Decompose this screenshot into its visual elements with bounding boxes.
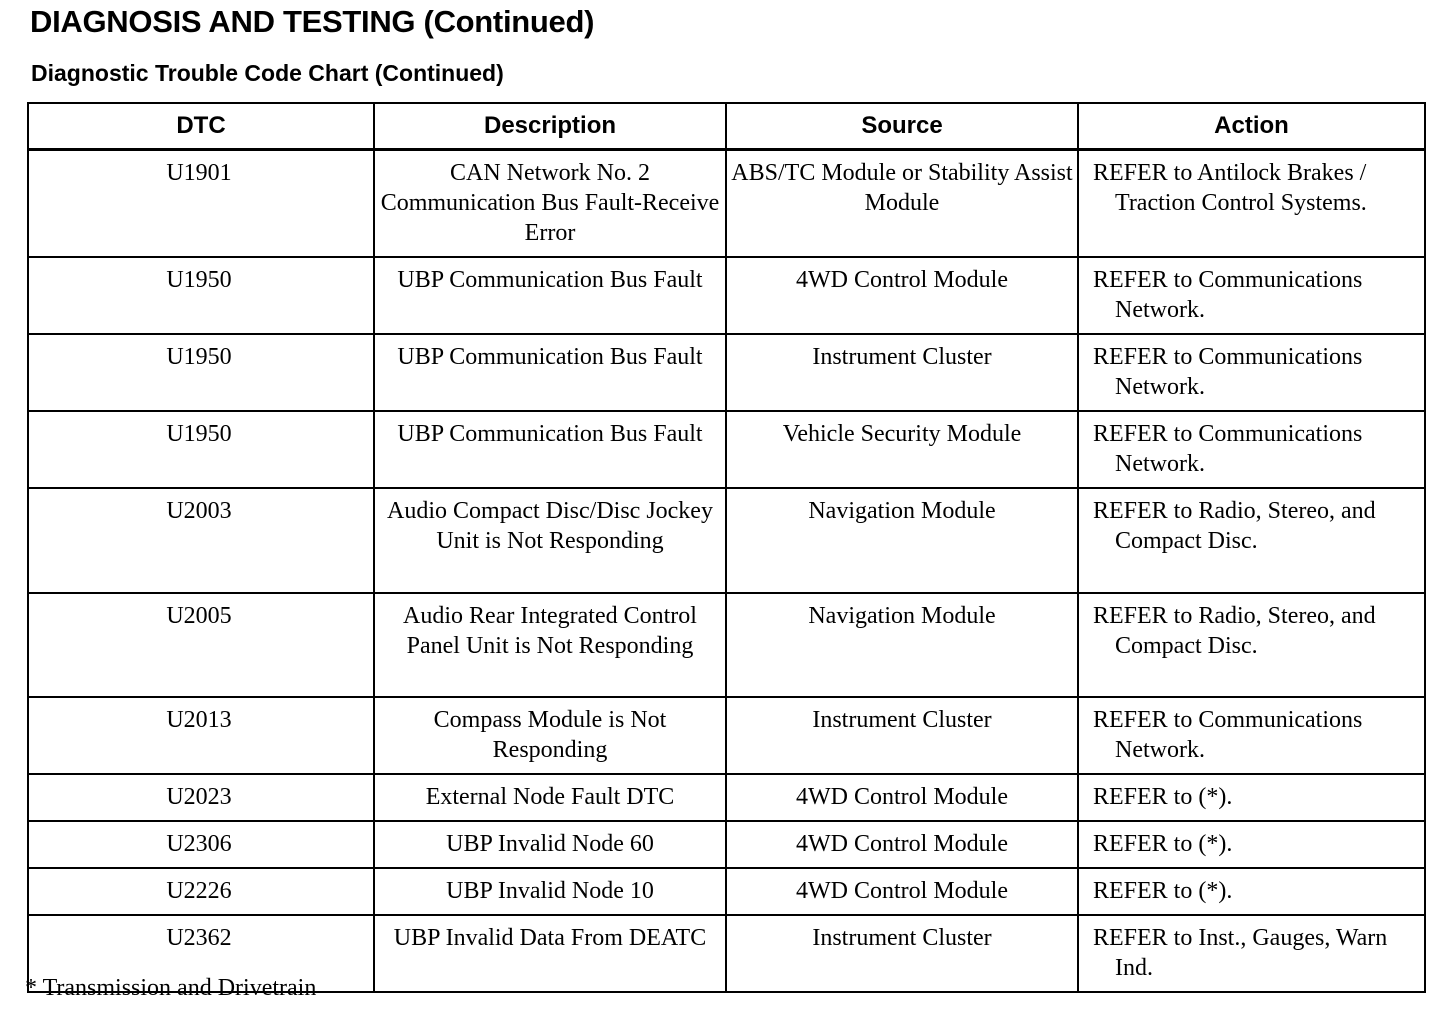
dtc-action	[1078, 915, 1425, 992]
dtc-action-text: REFER to Inst., Gauges, Warn Ind.	[1093, 925, 1388, 981]
dtc-description: UBP Communication Bus Fault	[374, 257, 726, 334]
dtc-description: UBP Communication Bus Fault	[374, 411, 726, 488]
dtc-description: Audio Compact Disc/Disc Jockey Unit is Not Responding	[374, 488, 726, 593]
table-row	[28, 593, 1425, 697]
dtc-action	[1078, 411, 1425, 488]
dtc-action-text: REFER to (*).	[1093, 784, 1233, 810]
dtc-source: Instrument Cluster	[726, 697, 1078, 774]
dtc-table	[27, 102, 1426, 993]
dtc-code: U1950	[28, 257, 374, 334]
dtc-source: Instrument Cluster	[726, 915, 1078, 992]
table-row	[28, 697, 1425, 774]
dtc-code: U1901	[28, 150, 374, 258]
dtc-description: UBP Invalid Node 60	[374, 821, 726, 868]
dtc-source: Vehicle Security Module	[726, 411, 1078, 488]
dtc-source: 4WD Control Module	[726, 257, 1078, 334]
column-header-action: Action	[1078, 103, 1425, 150]
table-row	[28, 774, 1425, 821]
dtc-description: UBP Communication Bus Fault	[374, 334, 726, 411]
table-header-row	[28, 103, 1425, 150]
dtc-source: ABS/TC Module or Stability Assist Module	[726, 150, 1078, 258]
dtc-code: U2226	[28, 868, 374, 915]
dtc-action-text: REFER to Communications Network.	[1093, 267, 1363, 323]
dtc-code: U2013	[28, 697, 374, 774]
dtc-code: U1950	[28, 411, 374, 488]
dtc-action-text: REFER to Antilock Brakes / Traction Control Systems.	[1093, 160, 1367, 216]
column-header-description: Description	[374, 103, 726, 150]
dtc-source: 4WD Control Module	[726, 868, 1078, 915]
dtc-action-text: REFER to Communications Network.	[1093, 344, 1363, 400]
dtc-action-text: REFER to (*).	[1093, 831, 1233, 857]
dtc-code: U2023	[28, 774, 374, 821]
chart-subtitle: Diagnostic Trouble Code Chart (Continued)	[31, 60, 504, 86]
dtc-action	[1078, 821, 1425, 868]
dtc-source: 4WD Control Module	[726, 774, 1078, 821]
dtc-code: U2005	[28, 593, 374, 697]
dtc-code: U2362	[28, 915, 374, 992]
table-row	[28, 488, 1425, 593]
dtc-action	[1078, 150, 1425, 258]
dtc-description: CAN Network No. 2 Communication Bus Fault-Receive Error	[374, 150, 726, 258]
dtc-source: Navigation Module	[726, 488, 1078, 593]
footnote: * Transmission and Drivetrain	[25, 975, 317, 1001]
column-header-dtc: DTC	[28, 103, 374, 150]
column-header-source: Source	[726, 103, 1078, 150]
table-row	[28, 334, 1425, 411]
dtc-description: UBP Invalid Data From DEATC	[374, 915, 726, 992]
table-row	[28, 821, 1425, 868]
dtc-action-text: REFER to Communications Network.	[1093, 707, 1363, 763]
dtc-action	[1078, 774, 1425, 821]
table-row	[28, 868, 1425, 915]
dtc-description: UBP Invalid Node 10	[374, 868, 726, 915]
dtc-action-text: REFER to Communications Network.	[1093, 421, 1363, 477]
dtc-action-text: REFER to Radio, Stereo, and Compact Disc.	[1093, 603, 1376, 659]
dtc-code: U2306	[28, 821, 374, 868]
dtc-action	[1078, 593, 1425, 697]
dtc-action-text: REFER to Radio, Stereo, and Compact Disc.	[1093, 498, 1376, 554]
table-row	[28, 257, 1425, 334]
dtc-description: Compass Module is Not Responding	[374, 697, 726, 774]
dtc-source: Instrument Cluster	[726, 334, 1078, 411]
dtc-code: U2003	[28, 488, 374, 593]
dtc-action	[1078, 334, 1425, 411]
page-title: DIAGNOSIS AND TESTING (Continued)	[30, 4, 595, 39]
table-row	[28, 411, 1425, 488]
dtc-description: External Node Fault DTC	[374, 774, 726, 821]
dtc-code: U1950	[28, 334, 374, 411]
dtc-action-text: REFER to (*).	[1093, 878, 1233, 904]
dtc-source: 4WD Control Module	[726, 821, 1078, 868]
dtc-source: Navigation Module	[726, 593, 1078, 697]
dtc-action	[1078, 868, 1425, 915]
dtc-action	[1078, 257, 1425, 334]
dtc-description: Audio Rear Integrated Control Panel Unit is Not Responding	[374, 593, 726, 697]
dtc-action	[1078, 697, 1425, 774]
table-row	[28, 150, 1425, 258]
dtc-action	[1078, 488, 1425, 593]
